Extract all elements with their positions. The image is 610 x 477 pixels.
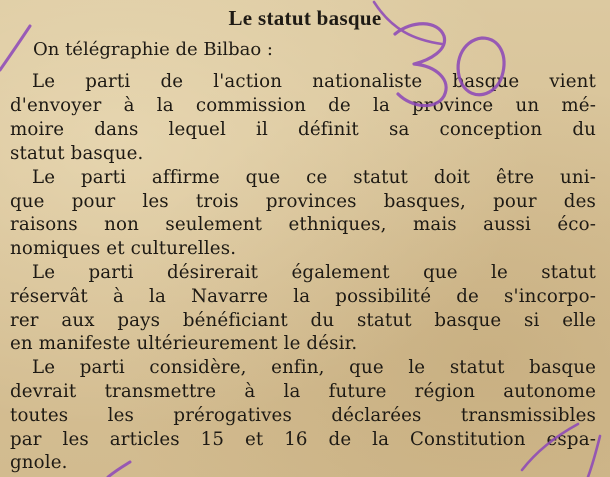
- article-line: toutes les prérogatives déclarées transmissibles: [10, 405, 596, 426]
- article-line: Le parti de l'action nationaliste basque vient: [32, 71, 596, 92]
- article-line: moire dans lequel il définit sa conception du: [10, 119, 596, 140]
- article-line: rer aux pays bénéficiant du statut basque si elle: [10, 310, 596, 331]
- article-line: gnole.: [10, 452, 68, 473]
- article-line: réservât à la Navarre la possibilité de s'incorpo-: [10, 286, 596, 307]
- article-line: d'envoyer à la commission de la province un mé-: [10, 95, 596, 116]
- article-title: Le statut basque: [228, 6, 382, 30]
- article-line: devrait transmettre à la future région autonome: [10, 381, 596, 402]
- article-dateline: On télégraphie de Bilbao :: [33, 39, 273, 60]
- article-line: Le parti considère, enfin, que le statut basque: [32, 357, 596, 378]
- article-line: en manifeste ultérieurement le désir.: [10, 333, 358, 354]
- article-line: Le parti désirerait également que le statut: [32, 262, 596, 283]
- article-line: statut basque.: [10, 143, 144, 164]
- article-line: raisons non seulement ethniques, mais aussi éco-: [10, 214, 596, 235]
- article-line: Le parti affirme que ce statut doit être uni-: [32, 167, 596, 188]
- article-line: par les articles 15 et 16 de la Constitution espa-: [10, 429, 596, 450]
- article-line: nomiques et culturelles.: [10, 238, 237, 259]
- article-line: que pour les trois provinces basques, pour des: [10, 191, 596, 212]
